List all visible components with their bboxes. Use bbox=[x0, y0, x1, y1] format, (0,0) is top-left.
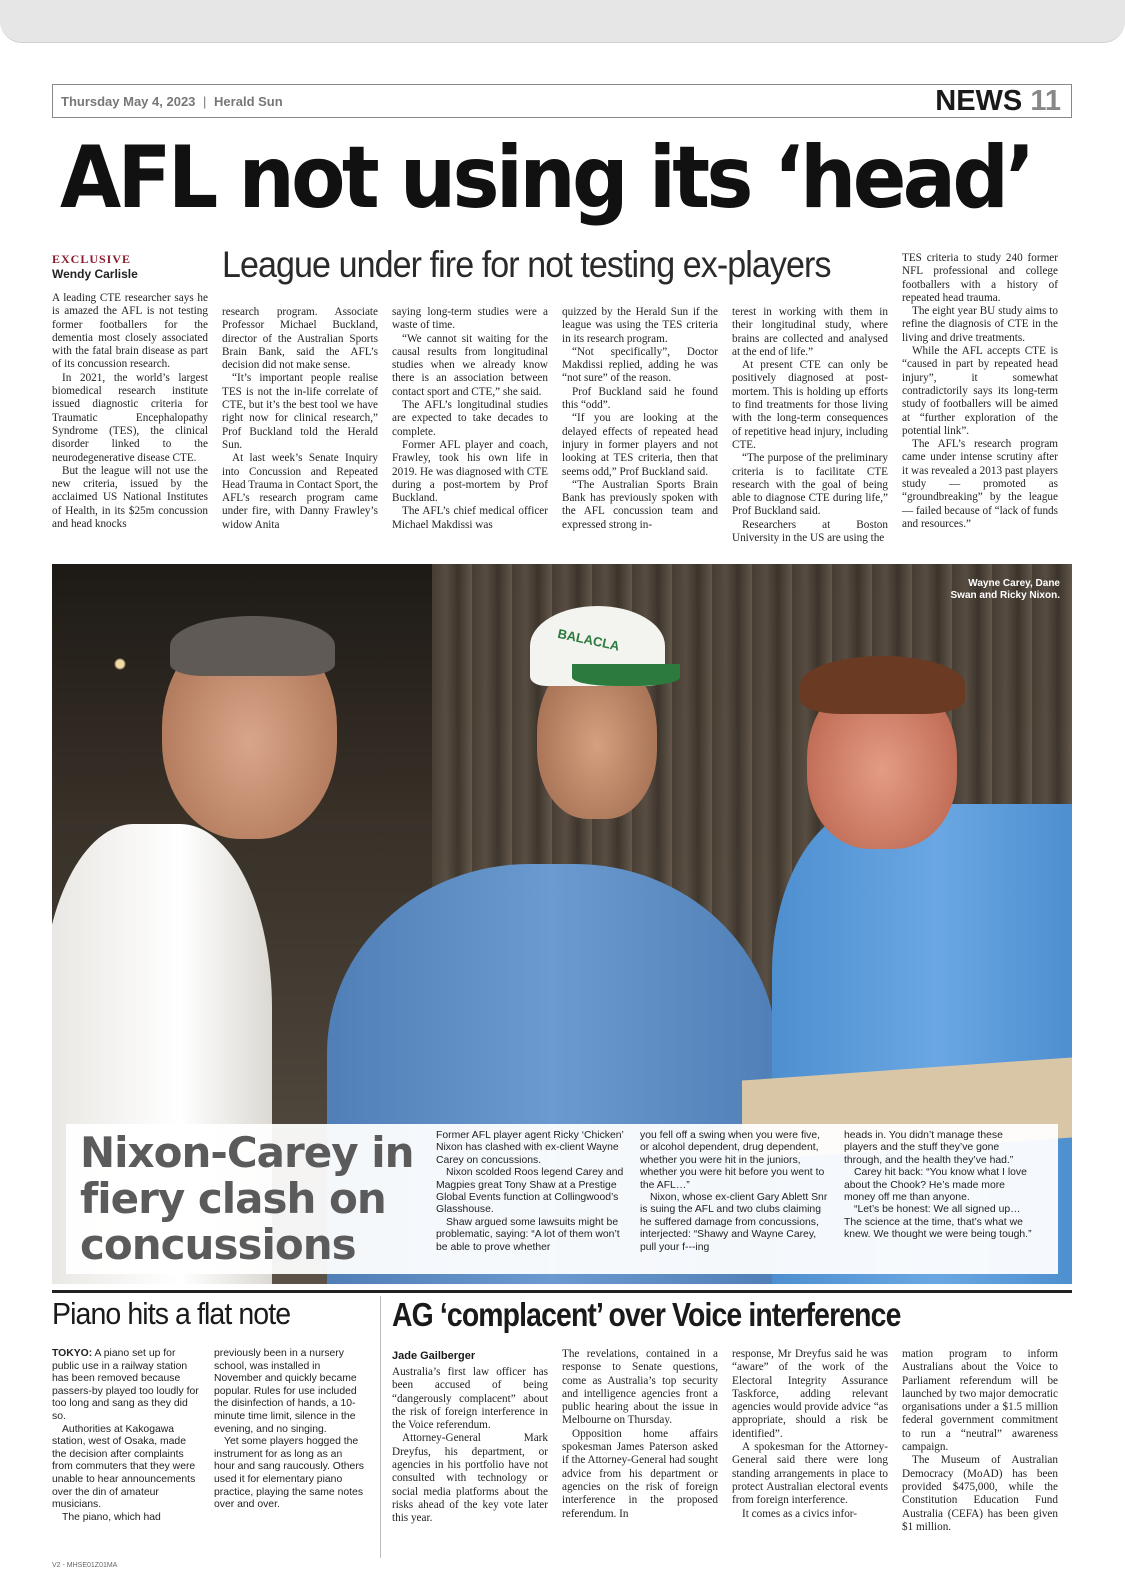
paper-name: Herald Sun bbox=[214, 94, 283, 109]
paragraph: It comes as a civics infor- bbox=[742, 1507, 858, 1520]
piano-headline: Piano hits a flat note bbox=[52, 1296, 291, 1331]
page-number: 11 bbox=[1030, 85, 1061, 117]
paragraph: saying long-term studies were a waste of time. bbox=[392, 306, 548, 332]
paragraph: “It’s important people realise TES is not the in-life correlate of CTE, but it’s the best tool we have right now for clinical research,” Prof Buckland told the Herald Sun. bbox=[222, 372, 378, 451]
paragraph: Former AFL player and coach, Frawley, took his own life in 2019. He was diagnosed with CTE during a post-mortem by Prof Buckland. bbox=[392, 438, 548, 505]
paragraph: In 2021, the world’s largest biomedical research institute issued diagnostic criteria for Traumatic Encephalopathy Syndrome (TES), the clinical disorder linked to the neurodegenerative disease CTE. bbox=[52, 371, 208, 464]
paragraph: A leading CTE researcher says he is amazed the AFL is not testing former footballers for the dementia most closely associated with the fatal brain disease as part of its concussion research. bbox=[52, 292, 208, 371]
feature-photo bbox=[52, 564, 1072, 1284]
paragraph: Australia’s first law officer has been accused of being “dangerously complacent” about the risk of foreign interference in the Voice referendum. bbox=[392, 1366, 548, 1432]
cap-text: BALACLA bbox=[556, 625, 621, 654]
paragraph: The AFL’s chief medical officer Michael Makdissi was bbox=[392, 505, 548, 531]
ag-column-4 bbox=[902, 1348, 1058, 1534]
main-column-6 bbox=[902, 252, 1058, 531]
paragraph: At last week’s Senate Inquiry into Concussion and Repeated Head Trauma in Contact Sport, the AFL’s research program came under fire, with Danny Frawley’s widow Anita bbox=[222, 452, 378, 531]
paragraph: TES criteria to study 240 former NFL professional and college footballers with a history of repeated head trauma. bbox=[902, 252, 1058, 304]
main-column-4 bbox=[562, 306, 718, 532]
sidebar-column-3 bbox=[844, 1130, 1032, 1242]
sidebar-column-2 bbox=[640, 1130, 828, 1254]
cap-brim bbox=[572, 664, 680, 686]
paragraph: Opposition home affairs spokesman James Paterson asked if the Attorney-General had sought advice from his department or agencies on the risk of foreign interference in the proposed referendum. In bbox=[562, 1427, 718, 1520]
ag-column-1 bbox=[392, 1366, 548, 1526]
paragraph: Attorney-General Mark Dreyfus, his department, or agencies in his portfolio have not consulted with technology or social media platforms about the risks ahead of the key vote later this year. bbox=[392, 1432, 548, 1525]
paragraph: “The purpose of the preliminary criteria is to facilitate CTE research with the goal of being able to diagnose CTE during life,” Prof Buckland said. bbox=[732, 452, 888, 518]
paragraph: The revelations, contained in a response to Senate questions, come as Australia’s top security and intelligence agencies front a public hearing about the issue in Melbourne on Thursday. bbox=[562, 1348, 718, 1427]
main-headline: AFL not using its ‘head’ bbox=[60, 128, 1032, 228]
ag-column-3 bbox=[732, 1348, 888, 1521]
paragraph: But the league will not use the new criteria, issued by the acclaimed US National Institutes of Health, in its $25m concussion and head knocks bbox=[52, 464, 208, 531]
piano-column-2 bbox=[214, 1348, 364, 1512]
paragraph-text: A piano set up for public use in a railway station has been removed because passers-by played too loudly for too long and sang as they did so. bbox=[52, 1348, 199, 1422]
paragraph: Authorities at Kakogawa station, west of Osaka, made the decision after complaints from commuters that they were unable to hear announcements over the din of amateur musicians. bbox=[52, 1423, 196, 1511]
dateline bbox=[61, 94, 283, 109]
page-footer-code: V2 - MHSE01Z01MA bbox=[52, 1562, 118, 1569]
paragraph: The Museum of Australian Democracy (MoAD) has been provided $475,000, while the Constitution Education Fund Australia (CEFA) has been given $1 million. bbox=[902, 1454, 1058, 1533]
piano-column-1 bbox=[52, 1348, 202, 1524]
paragraph: “Not specifically”, Doctor Makdissi replied, adding he was “not sure” of the reason. bbox=[562, 345, 718, 385]
paragraph: research program. Associate Professor Michael Buckland, director of the Australian Sports Brain Bank, said the AFL’s decision did not make sense. bbox=[222, 306, 378, 372]
section-name: NEWS bbox=[935, 85, 1023, 117]
photo-caption: Wayne Carey, Dane Swan and Ricky Nixon. bbox=[950, 578, 1060, 601]
paragraph: The AFL’s research program came under intense scrutiny after it was revealed a 2013 past players study — promoted as “groundbreaking” by the league — failed because of “lack of funds and resources.” bbox=[902, 438, 1058, 530]
dateline-separator: | bbox=[203, 94, 207, 109]
paragraph: A spokesman for the Attorney-General said there were long standing arrangements in place to protect Australian electoral events from foreign interference. bbox=[732, 1441, 888, 1507]
ag-byline: Jade Gailberger bbox=[392, 1350, 476, 1362]
paragraph: The piano, which had bbox=[62, 1511, 161, 1523]
paragraph: previously been in a nursery school, was installed in November and quickly became popular. Rules for use included the disinfection of hands, a 10-minute time limit, silence in the evening, and no singing. bbox=[214, 1348, 357, 1435]
section-divider bbox=[52, 1290, 1072, 1293]
main-byline: Wendy Carlisle bbox=[52, 267, 138, 281]
paragraph: Researchers at Boston University in the US are using the bbox=[732, 518, 888, 545]
main-column-2 bbox=[222, 306, 378, 532]
paragraph: “Let’s be honest: We all signed up… The science at the time, that’s what we knew. We thought we were being tough.” bbox=[844, 1204, 1032, 1241]
main-subhead: League under fire for not testing ex-players bbox=[222, 244, 831, 285]
person-hair bbox=[800, 656, 965, 714]
main-column-3 bbox=[392, 306, 548, 532]
paragraph: Former AFL player agent Ricky ‘Chicken’ Nixon has clashed with ex-client Wayne Carey on concussions. bbox=[436, 1130, 624, 1166]
paragraph: Nixon, whose ex-client Gary Ablett Snr is suing the AFL and two clubs claiming he suffered damage from concussions, interjected: “Shawy and Wayne Carey, pull your f---ing bbox=[640, 1192, 828, 1253]
section-label bbox=[935, 85, 1061, 118]
paragraph: While the AFL accepts CTE is “caused in part by repeated head injury”, it somewhat contradictorily says its long-term study of footballers will be aimed at “further exploration of the potential link”. bbox=[902, 345, 1058, 437]
paragraph: “We cannot sit waiting for the causal results from longitudinal studies when we already know there is an association between contact sport and CTE,” she said. bbox=[392, 332, 548, 398]
paragraph: response, Mr Dreyfus said he was “aware” of the work of the Electoral Integrity Assurance Taskforce, adding relevant agencies would provide advice “as appropriate, should a risk be identified”. bbox=[732, 1348, 888, 1440]
main-column-1 bbox=[52, 292, 208, 531]
paragraph: terest in working with them in their longitudinal study, where brains are collected and analysed at the end of life.” bbox=[732, 306, 888, 358]
page-header bbox=[52, 84, 1072, 118]
paragraph: “If you are looking at the delayed effects of repeated head injury in former players and not looking at TES criteria, then that seems odd,” Prof Buckland said. bbox=[562, 412, 718, 478]
main-column-5 bbox=[732, 306, 888, 545]
paragraph: mation program to inform Australians about the Voice to Parliament referendum will be launched by two major democratic organisations under a $1.5 million federal government commitment to run a “neutral” awareness campaign. bbox=[902, 1348, 1058, 1454]
paragraph: Prof Buckland said he found this “odd”. bbox=[562, 385, 718, 412]
person-hair bbox=[170, 616, 335, 676]
ag-headline: AG ‘complacent’ over Voice interference bbox=[392, 1296, 901, 1333]
paragraph: quizzed by the Herald Sun if the league was using the TES criteria in its research program. bbox=[562, 306, 718, 345]
sidebar-headline: Nixon-Carey in fiery clash on concussions bbox=[80, 1128, 414, 1269]
column-divider bbox=[380, 1296, 381, 1558]
paragraph: The eight year BU study aims to refine the diagnosis of CTE in the living and drive treatments. bbox=[902, 305, 1058, 344]
paragraph: Shaw argued some lawsuits might be problematic, saying: “A lot of them won’t be able to prove whether bbox=[436, 1216, 620, 1253]
ag-column-2 bbox=[562, 1348, 718, 1521]
newspaper-page bbox=[52, 84, 1072, 1584]
paragraph: At present CTE can only be positively diagnosed at post-mortem. This is holding up efforts to find treatments for those living with the long-term consequences of repetitive head injury, including CTE. bbox=[732, 359, 888, 451]
piano-dateline: TOKYO: bbox=[52, 1348, 93, 1359]
paragraph: Nixon scolded Roos legend Carey and Magpies great Tony Shaw at a Prestige Global Events function at Collingwood’s Glasshouse. bbox=[436, 1167, 624, 1216]
paragraph bbox=[52, 1348, 202, 1424]
paragraph: Carey hit back: “You know what I love about the Chook? He’s made more money off me than anyone. bbox=[844, 1167, 1027, 1204]
issue-date: Thursday May 4, 2023 bbox=[61, 94, 196, 109]
sidebar-column-1 bbox=[436, 1130, 624, 1254]
viewer-top-bar bbox=[0, 0, 1125, 43]
paragraph: The AFL’s longitudinal studies are expected to take decades to complete. bbox=[392, 399, 548, 438]
paragraph: you fell off a swing when you were five, or alcohol dependent, drug dependent, whether you were hit in the juniors, whether you were hit before you went to the AFL…” bbox=[640, 1130, 825, 1191]
paragraph: Yet some players hogged the instrument for as long as an hour and sang raucously. Others used it for elementary piano practice, playing the same notes over and over. bbox=[214, 1436, 364, 1511]
paragraph: “The Australian Sports Brain Bank has previously spoken with the AFL concussion team and expressed strong in- bbox=[562, 478, 718, 531]
sidebar-story-panel bbox=[66, 1124, 1058, 1274]
exclusive-kicker: EXCLUSIVE bbox=[52, 252, 132, 266]
paragraph: heads in. You didn’t manage these players and the stuff they’ve gone through, and the health they’ve had.” bbox=[844, 1130, 1014, 1166]
